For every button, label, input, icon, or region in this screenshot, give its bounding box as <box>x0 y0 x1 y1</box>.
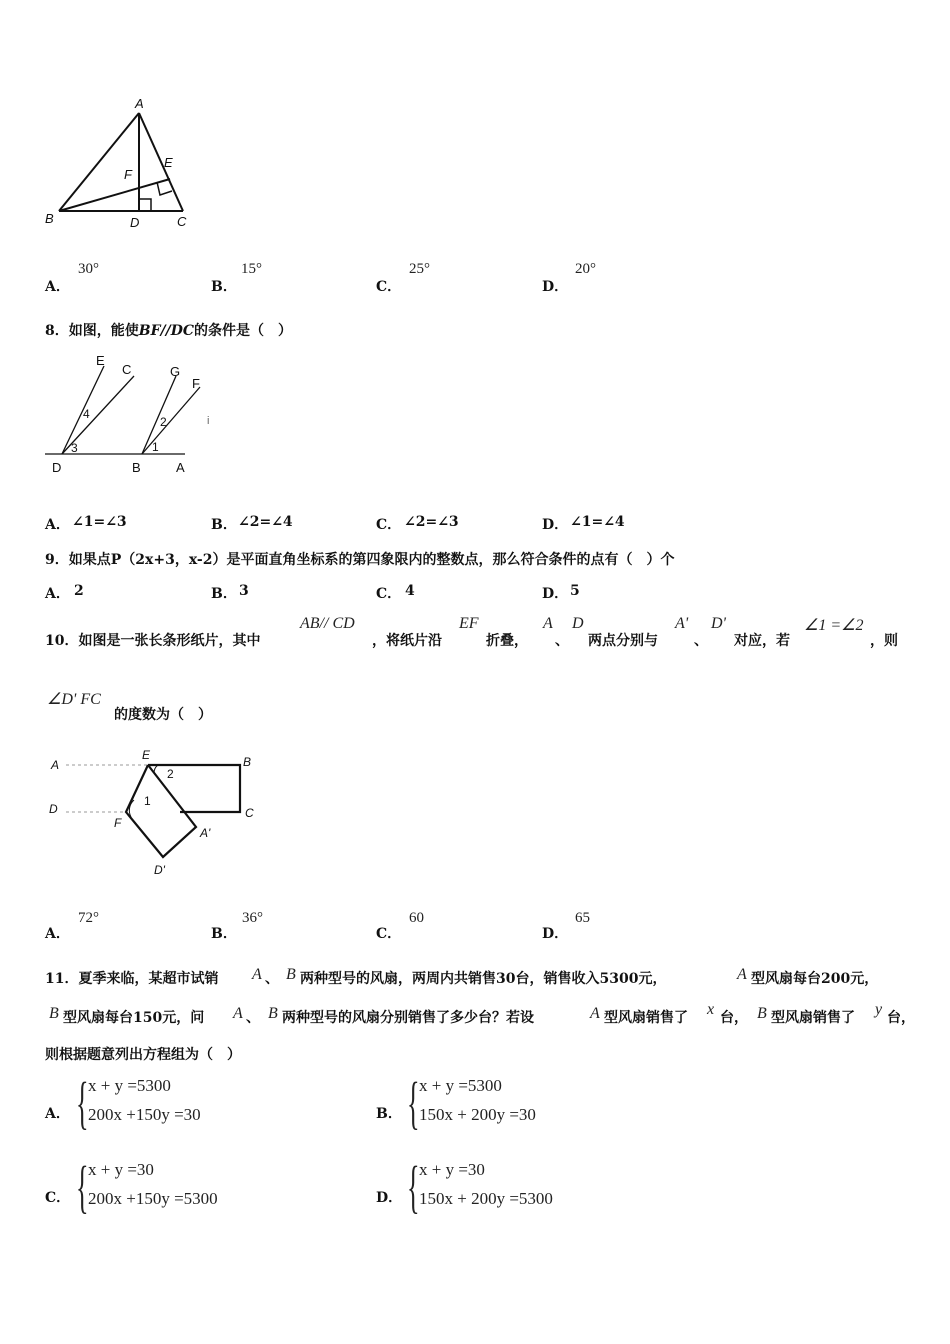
q10-text-9: 的度数为（ ） <box>114 707 212 723</box>
q8-expression: BF//DC <box>138 323 195 339</box>
q10-text-3: 折叠， <box>486 633 528 649</box>
q11-line1-c: 两种型号的风扇，两周内共销售30台，销售收入5300元， <box>300 971 667 987</box>
q10-option-c-letter: C． <box>376 926 402 942</box>
q9-option-a-value: 2 <box>74 583 84 599</box>
q8-label-2: 2 <box>160 415 167 429</box>
q10-fig-label-F: F <box>114 816 122 830</box>
q11-option-c-brace: { <box>76 1154 89 1219</box>
q7-option-a-value: 30° <box>78 261 99 277</box>
q10-math-ef: EF <box>459 615 479 632</box>
q10-fig-label-A-prime: A' <box>200 826 211 840</box>
q8-label-F: F <box>192 376 200 391</box>
q11-math-y: y <box>875 1001 883 1018</box>
q10-math-angle-dfc: ∠D' FC <box>47 691 101 708</box>
q9-option-b-value: 3 <box>239 583 249 599</box>
q11-math-A2: A <box>737 966 747 983</box>
q11-line1-d: 型风扇每台200元， <box>751 971 879 987</box>
q10-option-b-letter: B． <box>211 926 237 942</box>
q11-math-x: x <box>707 1001 715 1018</box>
q7-option-b-value: 15° <box>241 261 262 277</box>
q10-text-4: 、 <box>555 633 569 649</box>
triangle-figure <box>40 95 210 235</box>
q11-option-b-eq2: 150x + 200y =30 <box>419 1105 536 1124</box>
q10-option-d-value: 65 <box>575 910 590 926</box>
q7-option-d-value: 20° <box>575 261 596 277</box>
q11-math-B: B <box>286 966 296 983</box>
q10-option-a-letter: A． <box>45 926 70 942</box>
q8-label-G: G <box>170 364 181 379</box>
q11-option-d-letter: D． <box>376 1190 403 1206</box>
q11-option-a-brace: { <box>76 1070 89 1135</box>
q7-option-d-letter: D． <box>542 279 569 295</box>
q9-option-a-letter: A． <box>45 586 70 602</box>
q11-option-b-letter: B． <box>376 1106 402 1122</box>
q10-fig-label-1: 1 <box>144 794 151 808</box>
q8-label-B: B <box>132 460 141 475</box>
q10-text-1: 10．如图是一张长条形纸片，其中 <box>45 633 261 649</box>
q8-label-1: 1 <box>152 440 159 454</box>
q8-label-3: 3 <box>71 441 78 455</box>
q8-label-A: A <box>176 460 185 475</box>
q11-math-B3: B <box>268 1005 278 1022</box>
q8-option-d-letter: D． <box>542 517 569 533</box>
q8-label-i: i <box>207 415 210 427</box>
q8-option-b-value: ∠2=∠4 <box>238 514 293 530</box>
q8-option-c-value: ∠2=∠3 <box>404 514 459 530</box>
q7-option-b-letter: B． <box>211 279 237 295</box>
q11-line2-e: 台， <box>720 1010 748 1026</box>
q10-math-a-prime: A' <box>675 615 689 632</box>
q11-line3: 则根据题意列出方程组为（ ） <box>45 1047 241 1063</box>
q10-fig-label-E: E <box>142 748 151 762</box>
q10-option-d-letter: D． <box>542 926 569 942</box>
label-E: E <box>164 155 173 170</box>
q11-option-c-eq2: 200x +150y =5300 <box>88 1189 218 1208</box>
q10-fig-label-A: A <box>51 758 60 772</box>
q10-math-ab-cd: AB// CD <box>300 615 355 632</box>
q11-option-b-eq1: x + y =5300 <box>419 1076 502 1095</box>
q11-math-A4: A <box>590 1005 600 1022</box>
label-A: A <box>135 96 144 111</box>
q11-math-A: A <box>252 966 262 983</box>
q11-option-a-eq2: 200x +150y =30 <box>88 1105 201 1124</box>
q8-option-a-value: ∠1=∠3 <box>72 514 127 530</box>
q8-option-b-letter: B． <box>211 517 237 533</box>
q9-option-c-letter: C． <box>376 586 402 602</box>
label-B: B <box>45 211 54 226</box>
q10-text-8: ，则 <box>870 633 898 649</box>
q8-option-c-letter: C． <box>376 517 402 533</box>
q8-option-a-letter: A． <box>45 517 70 533</box>
q10-text-5: 两点分别与 <box>588 633 658 649</box>
q9-option-d-value: 5 <box>570 583 580 599</box>
q7-option-c-value: 25° <box>409 261 430 277</box>
q10-fig-label-C: C <box>245 806 254 820</box>
q8-label-D: D <box>52 460 62 475</box>
folded-strip-figure <box>40 745 270 885</box>
question-8-stem <box>45 320 292 340</box>
q9-option-b-letter: B． <box>211 586 237 602</box>
q10-fig-label-2: 2 <box>167 767 174 781</box>
q11-line1-b: 、 <box>265 971 279 987</box>
q11-line2-a: 型风扇每台150元，问 <box>63 1010 205 1026</box>
q10-text-7: 对应，若 <box>734 633 790 649</box>
q7-option-c-letter: C． <box>376 279 402 295</box>
q11-line1-a: 11．夏季来临，某超市试销 <box>45 971 219 987</box>
q10-option-c-value: 60 <box>409 910 424 926</box>
q10-fig-label-B: B <box>243 755 252 769</box>
q11-line2-b: 、 <box>246 1010 260 1026</box>
q9-option-d-letter: D． <box>542 586 569 602</box>
parallel-lines-figure <box>40 350 230 480</box>
q10-math-d-prime: D' <box>711 615 726 632</box>
q10-math-d: D <box>572 615 584 632</box>
q11-line2-c: 两种型号的风扇分别销售了多少台？若设 <box>282 1010 534 1026</box>
q10-fig-label-D-prime: D' <box>154 863 165 877</box>
label-D: D <box>130 215 140 230</box>
q11-math-B4: B <box>757 1005 767 1022</box>
q11-option-d-eq2: 150x + 200y =5300 <box>419 1189 553 1208</box>
q11-line2-d: 型风扇销售了 <box>604 1010 688 1026</box>
q10-text-2: ，将纸片沿 <box>372 633 442 649</box>
q11-math-A3: A <box>233 1005 243 1022</box>
q11-option-c-letter: C． <box>45 1190 71 1206</box>
q8-label-4: 4 <box>83 407 90 421</box>
q10-math-angle-eq: ∠1 =∠2 <box>804 617 864 634</box>
q11-option-d-eq1: x + y =30 <box>419 1160 485 1179</box>
q10-fig-label-D: D <box>49 802 58 816</box>
q8-label-C: C <box>122 362 132 377</box>
q8-option-d-value: ∠1=∠4 <box>570 514 625 530</box>
q10-math-a: A <box>543 615 553 632</box>
q11-option-d-brace: { <box>407 1154 420 1219</box>
q10-option-b-value: 36° <box>242 910 263 926</box>
q11-option-a-letter: A． <box>45 1106 70 1122</box>
q8-suffix: 的条件是（ ） <box>194 323 293 339</box>
q11-option-a-eq1: x + y =5300 <box>88 1076 171 1095</box>
q8-prefix: 8．如图，能使 <box>45 323 139 339</box>
label-F: F <box>124 167 132 182</box>
q11-option-b-brace: { <box>407 1070 420 1135</box>
q8-label-E: E <box>96 353 105 368</box>
q11-option-c-eq1: x + y =30 <box>88 1160 154 1179</box>
q11-math-B2: B <box>49 1005 59 1022</box>
label-C: C <box>177 214 187 229</box>
q11-line2-f: 型风扇销售了 <box>771 1010 855 1026</box>
q7-option-a-letter: A． <box>45 279 70 295</box>
q10-text-6: 、 <box>694 633 708 649</box>
question-9-stem: 9．如果点P（2x+3，x-2）是平面直角坐标系的第四象限内的整数点，那么符合条件的点有（ ）个 <box>45 552 675 568</box>
q11-line2-g: 台， <box>887 1010 915 1026</box>
q10-option-a-value: 72° <box>78 910 99 926</box>
q9-option-c-value: 4 <box>405 583 415 599</box>
